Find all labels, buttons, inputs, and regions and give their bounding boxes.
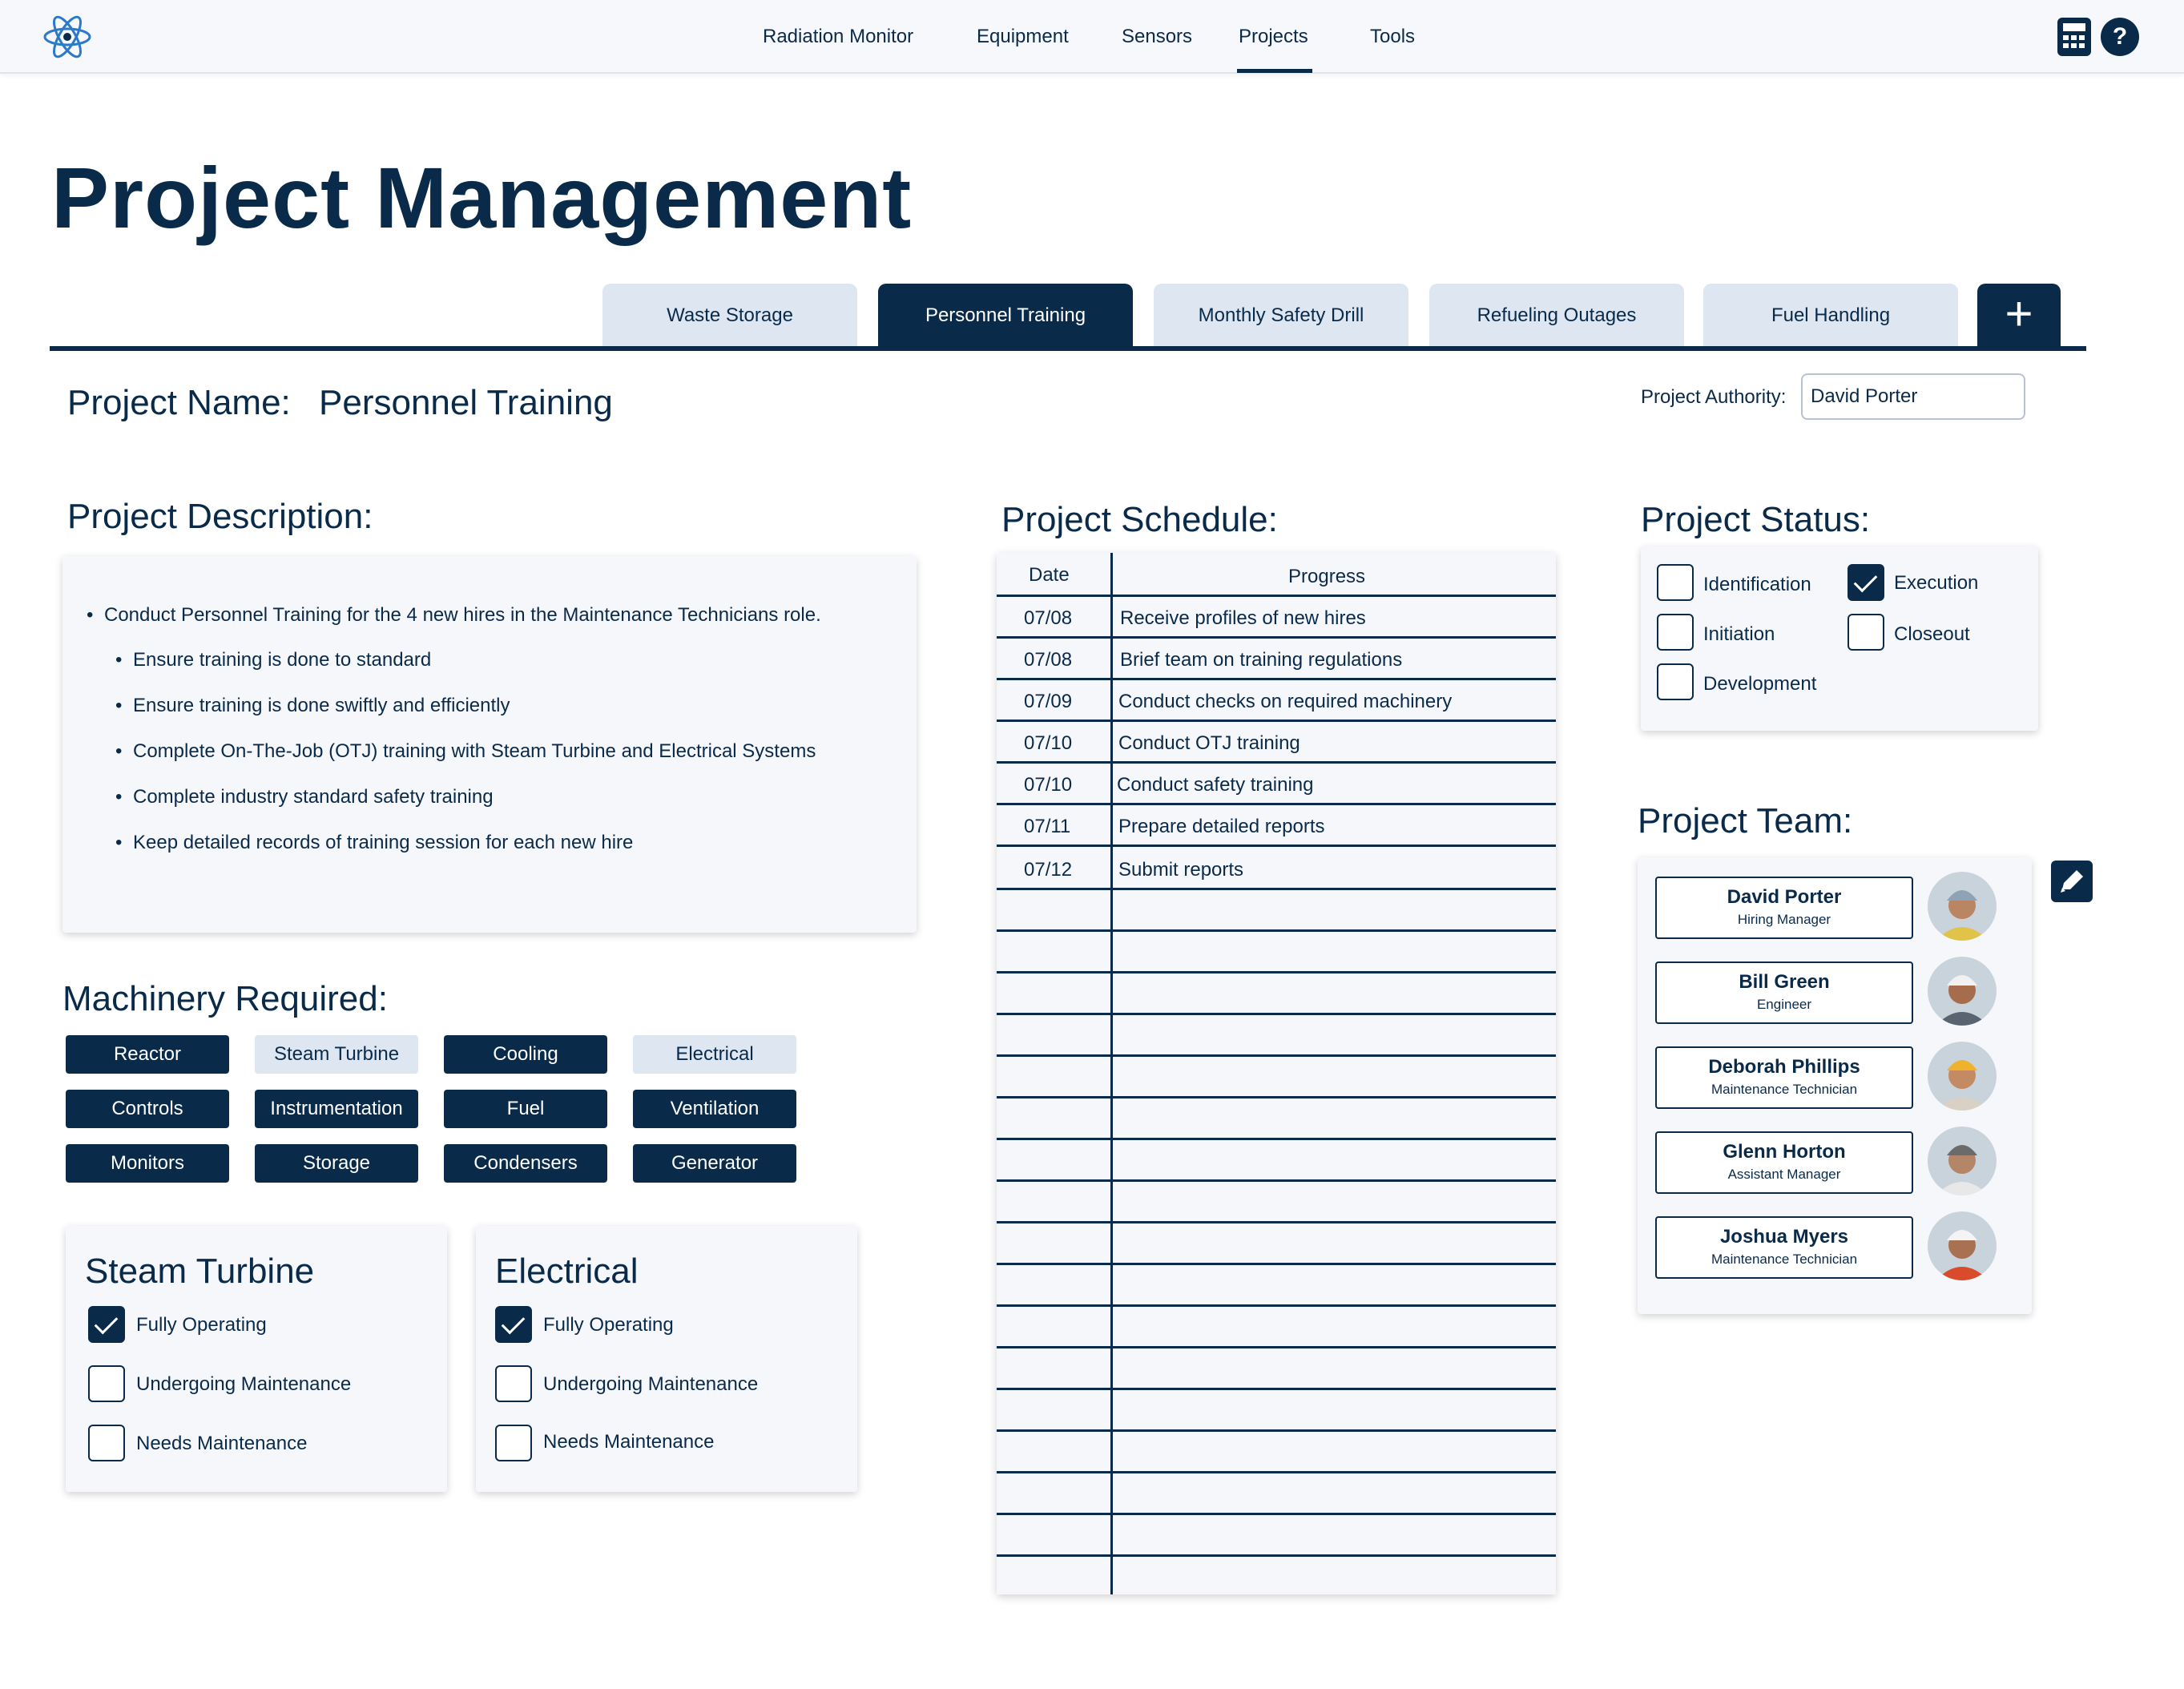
schedule-date: 07/08 — [1024, 649, 1073, 671]
help-icon[interactable]: ? — [2101, 18, 2139, 56]
status-identification-checkbox[interactable] — [1657, 564, 1694, 601]
schedule-row-line — [997, 1346, 1556, 1348]
checkbox-label: Undergoing Maintenance — [543, 1373, 759, 1395]
status-heading: Project Status: — [1641, 500, 1871, 539]
edit-team-button[interactable] — [2051, 861, 2093, 902]
nav-item-equipment[interactable]: Equipment — [977, 26, 1069, 47]
schedule-table — [997, 553, 1556, 1594]
avatar[interactable] — [1928, 1211, 1997, 1280]
calculator-icon[interactable] — [2057, 18, 2091, 56]
project-authority-label: Project Authority: — [1641, 386, 1787, 408]
chip-electrical[interactable]: Electrical — [633, 1035, 796, 1074]
status-initiation-checkbox[interactable] — [1657, 614, 1694, 651]
member-role: Engineer — [1756, 997, 1812, 1012]
schedule-progress: Conduct safety training — [1117, 774, 1314, 796]
checkbox-label: Fully Operating — [543, 1314, 674, 1336]
schedule-row-line — [997, 1304, 1556, 1307]
schedule-date: 07/10 — [1024, 732, 1073, 754]
schedule-date: 07/09 — [1024, 691, 1073, 712]
schedule-date: 07/12 — [1024, 859, 1073, 881]
chip-controls[interactable]: Controls — [66, 1090, 229, 1128]
pencil-icon — [2051, 861, 2093, 902]
nav-item-radiation-monitor[interactable]: Radiation Monitor — [763, 26, 914, 47]
team-member-card[interactable] — [1655, 1131, 1913, 1194]
avatar[interactable] — [1928, 872, 1997, 941]
team-member-card[interactable] — [1655, 961, 1913, 1024]
tab-waste-storage[interactable]: Waste Storage — [602, 284, 857, 348]
schedule-row-line — [997, 1471, 1556, 1473]
tab-refueling-outages[interactable]: Refueling Outages — [1429, 284, 1684, 348]
atom-logo-icon[interactable] — [42, 11, 93, 62]
electrical-fully-operating-checkbox[interactable] — [495, 1306, 532, 1343]
schedule-date: 07/11 — [1024, 816, 1071, 837]
member-role: Assistant Manager — [1727, 1167, 1841, 1182]
schedule-row-line — [997, 1388, 1556, 1390]
status-development-checkbox[interactable] — [1657, 663, 1694, 700]
description-item: • Complete On-The-Job (OTJ) training with Steam Turbine and Electrical Systems — [133, 740, 816, 763]
nav-item-tools[interactable]: Tools — [1370, 26, 1416, 47]
schedule-progress: Conduct OTJ training — [1118, 732, 1300, 754]
chip-generator[interactable]: Generator — [633, 1144, 796, 1183]
steam-turbine-fully-operating-checkbox[interactable] — [88, 1306, 125, 1343]
project-authority-input[interactable] — [1801, 373, 2025, 420]
schedule-row-line — [997, 803, 1556, 805]
status-closeout-checkbox[interactable] — [1848, 614, 1884, 651]
schedule-row-line — [997, 1179, 1556, 1182]
nav-item-projects[interactable]: Projects — [1239, 26, 1308, 47]
schedule-row-line — [997, 678, 1556, 680]
steam-turbine-undergoing-maintenance-checkbox[interactable] — [88, 1365, 125, 1402]
member-name: Deborah Phillips — [1708, 1056, 1860, 1078]
chip-cooling[interactable]: Cooling — [444, 1035, 607, 1074]
checkbox-label: Needs Maintenance — [136, 1433, 308, 1454]
team-heading: Project Team: — [1638, 801, 1853, 840]
description-item: • Keep detailed records of training session for each new hire — [133, 832, 633, 854]
description-heading: Project Description: — [67, 497, 373, 536]
schedule-row-line — [997, 636, 1556, 639]
team-member-card[interactable] — [1655, 1216, 1913, 1279]
schedule-row-line — [997, 1429, 1556, 1432]
checkbox-label: Initiation — [1703, 623, 1775, 645]
add-tab-button[interactable]: + — [1977, 284, 2061, 348]
avatar[interactable] — [1928, 1042, 1997, 1111]
status-card — [1641, 546, 2038, 731]
description-card — [62, 556, 917, 933]
page-title: Project Management — [51, 149, 913, 246]
active-nav-indicator — [1237, 69, 1312, 73]
schedule-row-line — [997, 1513, 1556, 1515]
schedule-progress: Receive profiles of new hires — [1120, 607, 1366, 629]
tab-personnel-training[interactable]: Personnel Training — [878, 284, 1133, 348]
avatar[interactable] — [1928, 1127, 1997, 1195]
chip-monitors[interactable]: Monitors — [66, 1144, 229, 1183]
member-role: Maintenance Technician — [1711, 1082, 1858, 1097]
schedule-progress: Submit reports — [1118, 859, 1244, 881]
schedule-row-line — [997, 595, 1556, 597]
project-name-value: Personnel Training — [319, 383, 613, 422]
checkbox-label: Execution — [1894, 572, 1979, 594]
schedule-row-line — [997, 1054, 1556, 1057]
electrical-undergoing-maintenance-checkbox[interactable] — [495, 1365, 532, 1402]
chip-steam-turbine[interactable]: Steam Turbine — [255, 1035, 418, 1074]
schedule-row-line — [997, 761, 1556, 764]
chip-storage[interactable]: Storage — [255, 1144, 418, 1183]
member-role: Hiring Manager — [1737, 912, 1831, 927]
schedule-progress: Brief team on training regulations — [1120, 649, 1403, 671]
chip-condensers[interactable]: Condensers — [444, 1144, 607, 1183]
checkbox-label: Development — [1703, 673, 1817, 695]
schedule-progress: Prepare detailed reports — [1118, 816, 1325, 837]
schedule-date: 07/10 — [1024, 774, 1073, 796]
chip-instrumentation[interactable]: Instrumentation — [255, 1090, 418, 1128]
machinery-heading: Machinery Required: — [62, 979, 388, 1018]
nav-item-sensors[interactable]: Sensors — [1122, 26, 1193, 47]
schedule-heading: Project Schedule: — [1001, 500, 1278, 539]
member-name: Joshua Myers — [1719, 1226, 1849, 1248]
schedule-header-date: Date — [1029, 564, 1070, 586]
checkbox-label: Identification — [1703, 574, 1811, 595]
schedule-header-progress: Progress — [1288, 566, 1366, 587]
tab-monthly-safety-drill[interactable]: Monthly Safety Drill — [1154, 284, 1408, 348]
schedule-row-line — [997, 1013, 1556, 1015]
schedule-row-line — [997, 1221, 1556, 1223]
member-name: Bill Green — [1739, 971, 1830, 993]
electrical-needs-maintenance-checkbox[interactable] — [495, 1425, 532, 1461]
schedule-row-line — [997, 844, 1556, 847]
schedule-row-line — [997, 929, 1556, 932]
status-execution-checkbox[interactable] — [1848, 564, 1884, 601]
electrical-card — [476, 1226, 857, 1492]
tab-divider — [50, 346, 2086, 351]
member-name: David Porter — [1727, 886, 1842, 908]
schedule-date: 07/08 — [1024, 607, 1073, 629]
schedule-row-line — [997, 720, 1556, 722]
project-name-label: Project Name: — [67, 383, 291, 422]
checkbox-label: Undergoing Maintenance — [136, 1373, 352, 1395]
chip-reactor[interactable]: Reactor — [66, 1035, 229, 1074]
schedule-row-line — [997, 971, 1556, 973]
team-member-card[interactable] — [1655, 877, 1913, 939]
description-item: • Ensure training is done swiftly and efficiently — [133, 695, 510, 717]
checkbox-label: Fully Operating — [136, 1314, 267, 1336]
team-member-card[interactable] — [1655, 1046, 1913, 1109]
tab-fuel-handling[interactable]: Fuel Handling — [1703, 284, 1958, 348]
steam-turbine-title: Steam Turbine — [85, 1252, 315, 1291]
schedule-progress: Conduct checks on required machinery — [1118, 691, 1453, 712]
checkbox-label: Closeout — [1894, 623, 1970, 645]
description-item: • Complete industry standard safety training — [133, 786, 494, 808]
electrical-title: Electrical — [495, 1252, 639, 1291]
description-item: • Conduct Personnel Training for the 4 new hires in the Maintenance Technicians role. — [104, 604, 821, 627]
schedule-row-line — [997, 1138, 1556, 1140]
schedule-row-line — [997, 888, 1556, 890]
member-name: Glenn Horton — [1723, 1141, 1846, 1163]
checkbox-label: Needs Maintenance — [543, 1431, 715, 1453]
steam-turbine-card — [66, 1226, 447, 1492]
member-role: Maintenance Technician — [1711, 1252, 1858, 1267]
top-nav-bar — [0, 0, 2184, 74]
schedule-row-line — [997, 1554, 1556, 1557]
chip-ventilation[interactable]: Ventilation — [633, 1090, 796, 1128]
schedule-row-line — [997, 1096, 1556, 1098]
description-item: • Ensure training is done to standard — [133, 649, 431, 671]
schedule-row-line — [997, 1263, 1556, 1265]
schedule-column-divider — [1110, 553, 1113, 1594]
steam-turbine-needs-maintenance-checkbox[interactable] — [88, 1425, 125, 1461]
avatar[interactable] — [1928, 957, 1997, 1026]
chip-fuel[interactable]: Fuel — [444, 1090, 607, 1128]
